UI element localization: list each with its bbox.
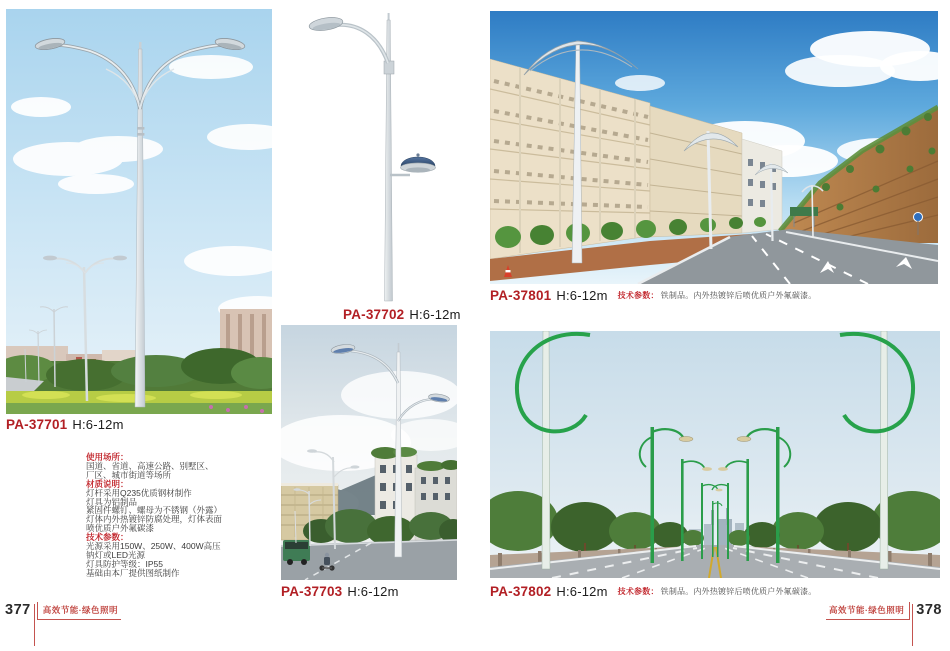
page-number-right: 378	[916, 602, 942, 618]
spec-line: 基础由本厂提供图纸制作	[86, 567, 180, 578]
spec-line: 厂区、城市街道等场所	[86, 469, 172, 480]
tech-note-text: 铁制品。内外热镀锌后喷优质户外氟碳漆。	[660, 587, 817, 596]
footer-slogan: 高效节能·绿色照明	[828, 605, 905, 615]
studio-lamp-single-arm	[300, 5, 455, 305]
product-code: PA-37802	[490, 584, 552, 599]
spec-line: 灯具防护等级：IP55	[86, 558, 163, 569]
tech-note-heading: 技术参数：	[617, 587, 659, 596]
avenue-scene-green-lamps	[490, 331, 940, 578]
street-scene-double-arm-lamp	[6, 9, 272, 414]
spec-line: 国道、省道、高速公路、别墅区、	[86, 460, 214, 471]
product-code: PA-37702	[343, 307, 405, 322]
spec-line: 光源采用150W、250W、400W高压	[86, 541, 221, 552]
spec-line: 灯杆采用Q235优质钢材制作	[86, 487, 192, 498]
footer-left	[5, 602, 121, 620]
page-number-left: 377	[5, 602, 31, 618]
spec-line: 钠灯或LED光源	[86, 549, 146, 560]
product-label-pa37702	[343, 307, 461, 322]
photo-pa37802	[490, 331, 940, 578]
product-code: PA-37801	[490, 288, 552, 303]
spec-line: 灯体内外热镀锌防腐处理，灯体表面	[86, 514, 223, 525]
spec-line: 喷优质户外氟碳漆	[86, 523, 155, 534]
spec-text-block	[86, 453, 291, 578]
street-scene-staggered-arm-lamp	[281, 325, 457, 580]
product-height: H:6-12m	[556, 584, 608, 599]
product-height: H:6-12m	[347, 584, 399, 599]
tech-note	[618, 291, 817, 300]
photo-pa37702	[300, 5, 455, 305]
footer-right	[826, 602, 942, 620]
product-height: H:6-12m	[409, 307, 461, 322]
product-label-pa37703	[281, 584, 399, 599]
product-height: H:6-12m	[556, 288, 608, 303]
footer-divider-left	[34, 604, 35, 646]
avenue-scene-crescent-lamps	[490, 11, 938, 284]
product-code: PA-37701	[6, 417, 68, 432]
arm-bracket	[384, 61, 394, 74]
tech-note	[618, 587, 817, 596]
tech-note-text: 铁制品。内外热镀锌后喷优质户外氟碳漆。	[660, 291, 817, 300]
footer-slogan-box	[826, 602, 910, 620]
product-label-pa37801	[490, 288, 816, 303]
spec-line: 灯具为铝制品	[86, 496, 138, 507]
product-label-pa37701	[6, 417, 124, 432]
footer-divider-right	[912, 604, 913, 646]
spec-usage-heading: 使用场所：	[86, 452, 129, 462]
spec-tech-heading: 技术参数：	[86, 532, 129, 543]
spec-line: 紧固件螺钉、螺母为不锈钢（外露）	[86, 505, 223, 516]
photo-pa37703	[281, 325, 457, 580]
product-code: PA-37703	[281, 584, 343, 599]
photo-pa37701	[6, 9, 272, 414]
product-label-pa37802	[490, 584, 816, 599]
photo-pa37801	[490, 11, 938, 284]
spec-material-heading: 材质说明：	[86, 478, 129, 489]
footer-slogan-box	[37, 602, 121, 620]
product-height: H:6-12m	[72, 417, 124, 432]
footer-slogan: 高效节能·绿色照明	[42, 605, 119, 615]
tech-note-heading: 技术参数：	[617, 291, 659, 300]
